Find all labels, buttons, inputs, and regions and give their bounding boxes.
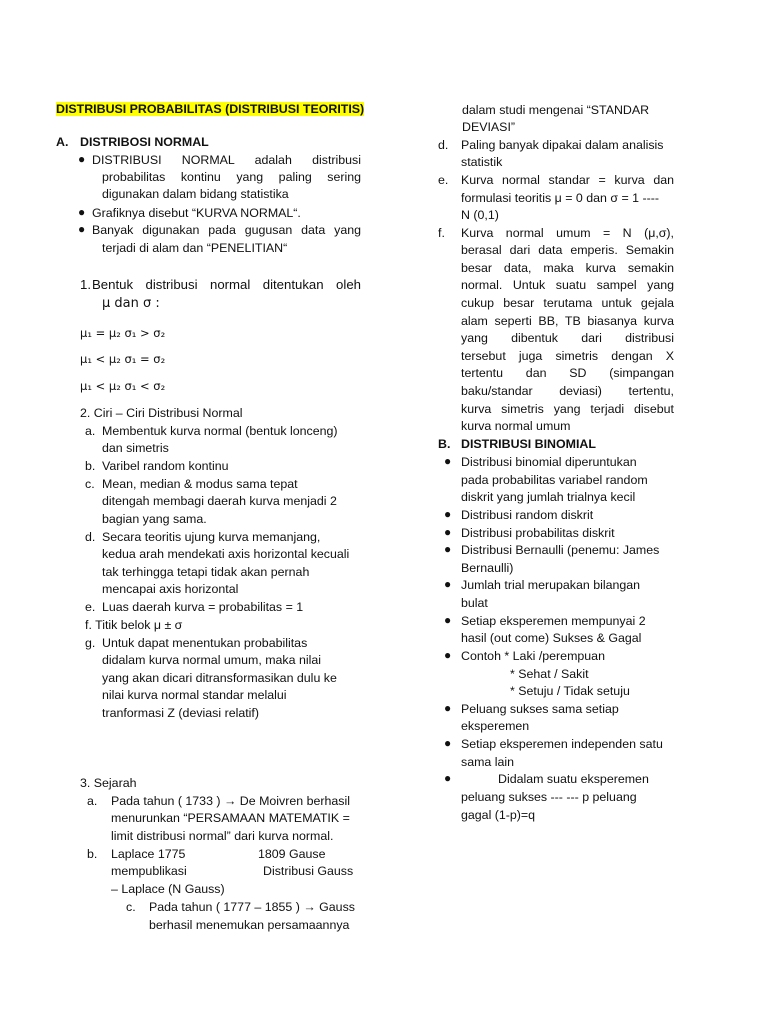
list-marker: d. <box>438 138 449 152</box>
list-line: yang dibentuk dari distribusi <box>461 331 674 345</box>
list-line: Pada tahun ( 1733 ) → De Moivren berhasil <box>111 794 350 808</box>
list-line: kedua arah mendekati axis horizontal kecuali <box>102 547 350 561</box>
list-line: Kurva normal standar = kurva dan <box>461 173 674 187</box>
title-highlight: DISTRIBUSI PROBABILITAS (DISTRIBUSI TEORITIS) <box>56 102 365 116</box>
list-line: didalam kurva normal umum, maka nilai <box>102 653 321 667</box>
list-marker: b. <box>87 847 98 861</box>
list-line: yang akan dicari ditransformasikan dulu ke <box>102 671 337 685</box>
list-line: mencapai axis horizontal <box>102 582 239 596</box>
bullet-dot: ● <box>444 525 452 539</box>
list-marker: g. <box>85 636 96 650</box>
bullet-line: Setiap eksperemen independen satu <box>461 737 663 751</box>
section-a-heading: DISTRIBOSI NORMAL <box>80 135 209 149</box>
bullet-dot: ● <box>78 152 86 166</box>
ciri-heading: 2. Ciri – Ciri Distribusi Normal <box>80 406 243 420</box>
section-b-marker: B. <box>438 437 451 451</box>
list-line: dalam studi mengenai “STANDAR <box>462 103 650 117</box>
list-line: mempublikasi <box>111 864 187 878</box>
bullet-dot: ● <box>444 507 452 521</box>
list-line: kurva simetris yang terjadi disebut <box>461 402 674 416</box>
sejarah-heading: 3. Sejarah <box>80 776 137 790</box>
formula-line: μ₁ < μ₂ σ₁ < σ₂ <box>80 379 166 393</box>
document-title <box>56 101 364 119</box>
list-line: baku/standar deviasi) tertentu, <box>461 384 674 398</box>
bullet-line: bulat <box>461 596 488 610</box>
list-line: DEVIASI” <box>462 120 516 134</box>
bullet-line: * Sehat / Sakit <box>510 667 589 681</box>
formula-line: μ₁ < μ₂ σ₁ = σ₂ <box>80 352 166 366</box>
bullet-line: Distribusi probabilitas diskrit <box>461 526 615 540</box>
list-line: Secara teoritis ujung kurva memanjang, <box>102 530 321 544</box>
bullet-line: Grafiknya disebut “KURVA NORMAL“. <box>92 206 301 220</box>
bullet-line: hasil (out come) Sukses & Gagal <box>461 631 642 645</box>
bullet-line: pada probabilitas variabel random <box>461 473 648 487</box>
list-line: berasal dari data emperis. Semakin <box>461 243 674 257</box>
list-line: 1809 Gause <box>258 847 326 861</box>
list-marker: c. <box>85 477 95 491</box>
bullet-line: * Setuju / Tidak setuju <box>510 684 630 698</box>
list-line: Paling banyak dipakai dalam analisis <box>461 138 664 152</box>
list-line: nilai kurva normal standar melalui <box>102 688 287 702</box>
list-line: alam seperti BB, TB biasanya kurva <box>461 314 674 328</box>
list-line: ditengah membagi daerah kurva menjadi 2 <box>102 494 337 508</box>
left-column <box>0 0 380 1024</box>
bullet-line: Banyak digunakan pada gugusan data yang <box>92 223 361 237</box>
list-line: statistik <box>461 155 503 169</box>
bullet-line: digunakan dalam bidang statistika <box>102 187 289 201</box>
bullet-dot: ● <box>78 205 86 219</box>
list-line: menurunkan “PERSAMAAN MATEMATIK = <box>111 811 350 825</box>
list-line: Varibel random kontinu <box>102 459 229 473</box>
bullet-line: Didalam suatu eksperemen <box>498 772 649 786</box>
bullet-line: Peluang sukses sama setiap <box>461 702 619 716</box>
list-line: cukup besar terutama untuk gejala <box>461 296 674 310</box>
list-line: Untuk dapat menentukan probabilitas <box>102 636 308 650</box>
item-1-marker: 1. <box>80 277 91 292</box>
bullet-dot: ● <box>444 771 452 785</box>
list-line: – Laplace (N Gauss) <box>111 882 225 896</box>
list-line: Distribusi Gauss <box>263 864 354 878</box>
formula-line: μ₁ = μ₂ σ₁ > σ₂ <box>80 326 166 340</box>
list-line: berhasil menemukan persamaannya <box>149 918 350 932</box>
list-marker: e. <box>85 600 96 614</box>
list-line: tertentu dan SD (simpangan <box>461 366 674 380</box>
list-marker: e. <box>438 173 449 187</box>
right-column <box>380 0 768 1024</box>
bullet-dot: ● <box>444 454 452 468</box>
bullet-dot: ● <box>444 701 452 715</box>
list-marker: a. <box>87 794 98 808</box>
list-marker: d. <box>85 530 96 544</box>
list-line: N (0,1) <box>461 208 499 222</box>
bullet-line: Jumlah trial merupakan bilangan <box>461 578 641 592</box>
bullet-line: Bernaulli) <box>461 561 514 575</box>
bullet-line: peluang sukses --- --- p peluang <box>461 790 637 804</box>
list-marker: b. <box>85 459 96 473</box>
bullet-line: Setiap eksperemen mempunyai 2 <box>461 614 646 628</box>
list-line: tranformasi Z (deviasi relatif) <box>102 706 259 720</box>
list-line: dan simetris <box>102 441 169 455</box>
bullet-dot: ● <box>444 613 452 627</box>
bullet-line: probabilitas kontinu yang paling sering <box>102 170 361 184</box>
list-line: tak terhingga tetapi tidak akan pernah <box>102 565 310 579</box>
list-line: Pada tahun ( 1777 – 1855 ) → Gauss <box>149 900 355 914</box>
bullet-line: Distribusi random diskrit <box>461 508 594 522</box>
list-marker: a. <box>85 424 96 438</box>
list-line: limit distribusi normal” dari kurva normal. <box>111 829 334 843</box>
list-line: Laplace 1775 <box>111 847 186 861</box>
bullet-dot: ● <box>444 542 452 556</box>
list-line: Luas daerah kurva = probabilitas = 1 <box>102 600 304 614</box>
bullet-line: terjadi di alam dan “PENELITIAN“ <box>102 241 288 255</box>
bullet-line: DISTRIBUSI NORMAL adalah distribusi <box>92 153 361 167</box>
list-line: tersebut juga simetris dengan X <box>461 349 674 363</box>
bullet-dot: ● <box>444 648 452 662</box>
item-1-line: μ dan σ : <box>102 296 160 311</box>
bullet-line: Distribusi Bernaulli (penemu: James <box>461 543 660 557</box>
bullet-line: eksperemen <box>461 719 530 733</box>
bullet-line: Contoh * Laki /perempuan <box>461 649 605 663</box>
section-a-marker: A. <box>56 135 69 149</box>
bullet-line: gagal (1-p)=q <box>461 808 536 822</box>
bullet-dot: ● <box>78 222 86 236</box>
list-line: f. Titik belok μ ± σ <box>85 618 183 632</box>
bullet-line: Distribusi binomial diperuntukan <box>461 455 637 469</box>
list-line: Mean, median & modus sama tepat <box>102 477 298 491</box>
bullet-dot: ● <box>444 736 452 750</box>
list-marker: c. <box>126 900 136 914</box>
list-line: normal. Untuk suatu sampel yang <box>461 278 674 292</box>
list-line: Kurva normal umum = N (μ,σ), <box>461 226 674 240</box>
list-line: formulasi teoritis μ = 0 dan σ = 1 ---- <box>461 191 659 205</box>
list-line: besar data, maka kurva semakin <box>461 261 674 275</box>
list-line: bagian yang sama. <box>102 512 207 526</box>
bullet-line: sama lain <box>461 755 515 769</box>
section-b-heading: DISTRIBUSI BINOMIAL <box>461 437 596 451</box>
item-1-line: Bentuk distribusi normal ditentukan oleh <box>92 277 361 292</box>
list-line: kurva normal umum <box>461 419 571 433</box>
bullet-dot: ● <box>444 577 452 591</box>
list-line: Membentuk kurva normal (bentuk lonceng) <box>102 424 338 438</box>
bullet-line: diskrit yang jumlah trialnya kecil <box>461 490 636 504</box>
list-marker: f. <box>438 226 445 240</box>
